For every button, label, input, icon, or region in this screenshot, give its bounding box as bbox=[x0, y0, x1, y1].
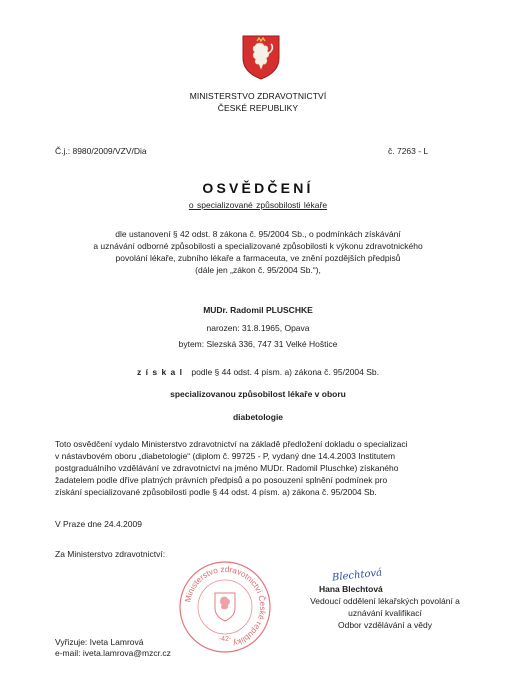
handwritten-signature: Blechtová bbox=[331, 567, 383, 584]
birth-info: narozen: 31.8.1965, Opava bbox=[206, 323, 310, 333]
official-stamp bbox=[178, 560, 272, 654]
statement-line: získání specializované způsobilosti podle § 44 odst. 4 písm. a) zákona č. 95/2004 Sb. bbox=[55, 487, 377, 497]
statement-line: žadatelem podle dříve platných právních předpisů a po posouzení splnění podmínek pro bbox=[55, 475, 388, 485]
for-ministry-label: Za Ministerstvo zdravotnictví: bbox=[55, 549, 166, 559]
statement-line: postgraduálního vzdělávání ve zdravotnictví na jméno MUDr. Radomil Pluschke) získaného bbox=[55, 463, 399, 473]
certificate-number: č. 7263 - L bbox=[388, 146, 429, 156]
certificate-subtitle: o specializované způsobilosti lékaře bbox=[188, 200, 328, 210]
signatory-name: Hana Blechtová bbox=[319, 584, 383, 594]
stamp-ring-text: Ministerstvo zdravotnictví České republiky bbox=[183, 564, 268, 648]
acquired-word: z í s k a l bbox=[137, 367, 183, 377]
ministry-line-2: ČESKÉ REPUBLIKY bbox=[217, 103, 299, 113]
role-line: Odbor vzdělávání a vědy bbox=[337, 620, 433, 630]
holder-name: MUDr. Radomil PLUSCHKE bbox=[203, 305, 313, 315]
certificate-title: OSVĚDČENÍ bbox=[202, 180, 314, 196]
signatory-role bbox=[300, 595, 470, 631]
statement-line: v nástavbovém oboru „diabetologie“ (diplom č. 99725 - P, vydaný dne 14.4.2003 Institutem bbox=[55, 451, 396, 461]
statement-paragraph bbox=[55, 438, 465, 498]
ministry-line-1: MINISTERSTVO ZDRAVOTNICTVÍ bbox=[189, 91, 327, 101]
statement-line: Toto osvědčení vydalo Ministerstvo zdravotnictví na základě předložení dokladu o specializaci bbox=[55, 439, 408, 449]
specialization-line: specializovanou způsobilost lékaře v oboru bbox=[170, 389, 346, 399]
specialization-field: diabetologie bbox=[232, 412, 284, 422]
coat-of-arms-icon bbox=[241, 34, 281, 80]
place-date: V Praze dne 24.4.2009 bbox=[55, 519, 142, 529]
intro-line: a uznávání odborné způsobilosti a specializované způsobilosti k výkonu zdravotnického bbox=[93, 241, 423, 251]
intro-line: dle ustanovení § 42 odst. 8 zákona č. 95/2004 Sb., o podmínkách získávání bbox=[115, 229, 401, 239]
acquired-legal-basis: podle § 44 odst. 4 písm. a) zákona č. 95/2004 Sb. bbox=[191, 367, 379, 377]
role-line: uznávání kvalifikací bbox=[348, 608, 422, 618]
role-line: Vedoucí oddělení lékařských povolání a bbox=[310, 596, 460, 606]
acquired-line bbox=[0, 366, 516, 378]
intro-line: (dále jen „zákon č. 95/2004 Sb.“), bbox=[195, 265, 321, 275]
intro-line: povolání lékaře, zubního lékaře a farmaceuta, ve znění pozdějších předpisů bbox=[115, 253, 401, 263]
handled-by: Vyřizuje: Iveta Lamrová bbox=[55, 637, 144, 647]
stamp-number: -42- bbox=[218, 636, 232, 643]
residence-info: bytem: Slezská 336, 747 31 Velké Hoštice bbox=[178, 339, 338, 349]
file-number: Č.j.: 8980/2009/VZV/Dia bbox=[55, 146, 147, 156]
ministry-name bbox=[0, 90, 516, 114]
legal-basis-paragraph bbox=[0, 228, 516, 276]
contact-email: e-mail: iveta.lamrova@mzcr.cz bbox=[55, 648, 171, 658]
